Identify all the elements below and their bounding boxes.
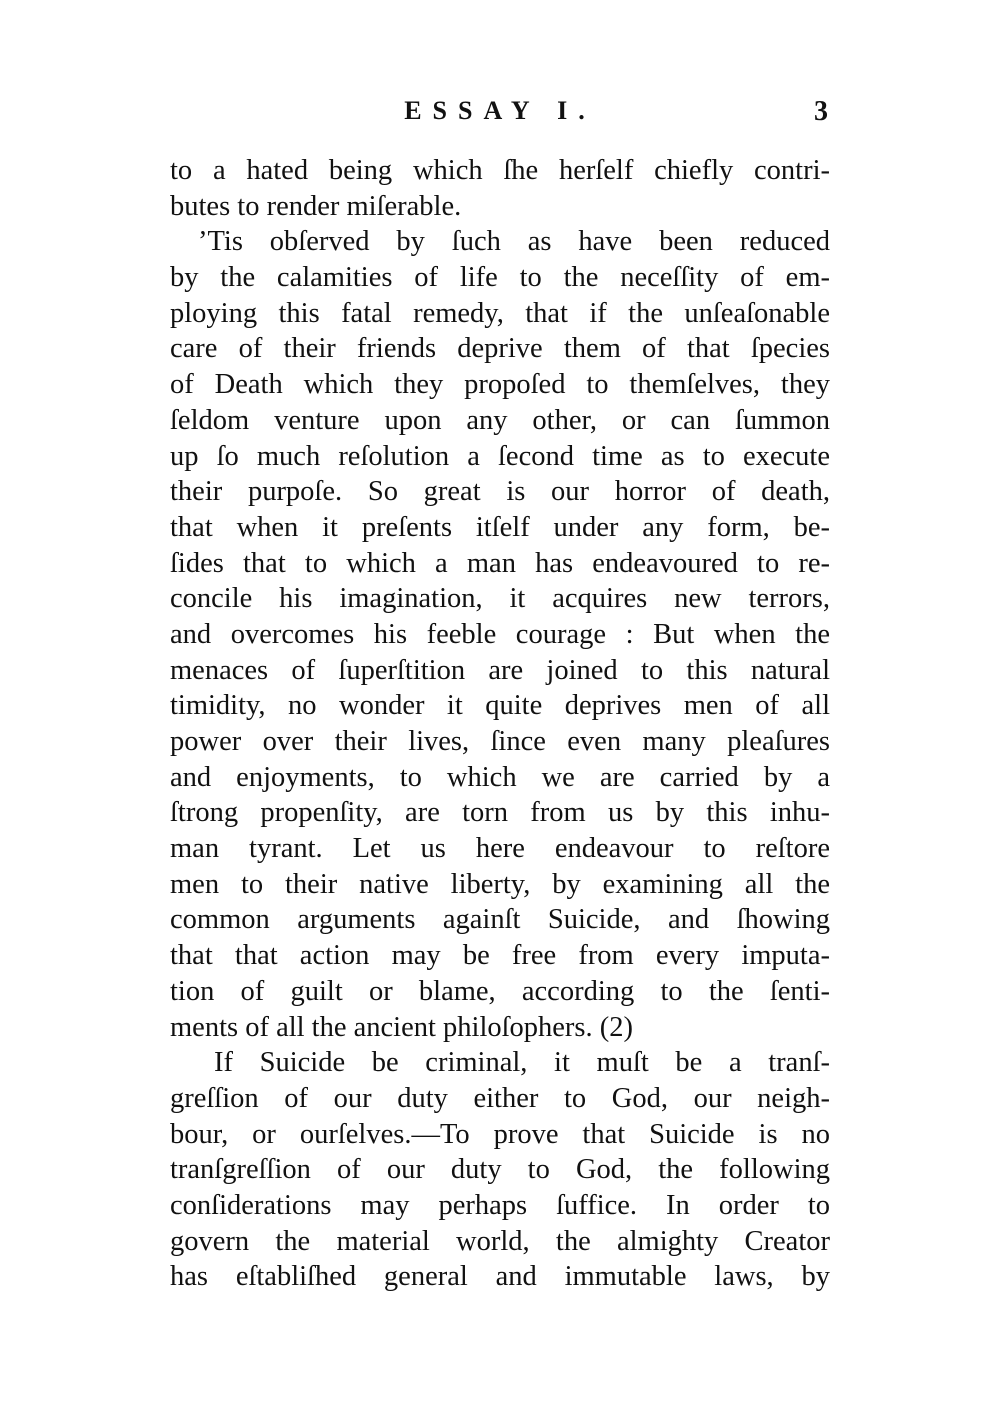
text-line: that when it preſents itſelf under any form, be- bbox=[170, 511, 830, 543]
text-line: up ſo much reſolution a ſecond time as to execute bbox=[170, 440, 830, 472]
text-line: govern the material world, the almighty Creator bbox=[170, 1225, 830, 1257]
text-line: If Suicide be criminal, it muſt be a tranſ- bbox=[214, 1047, 830, 1079]
text-line: to a hated being which ſhe herſelf chiefly contri- bbox=[170, 155, 830, 186]
text-line: care of their friends deprive them of that ſpecies bbox=[170, 333, 830, 365]
text-line: of Death which they propoſed to themſelves, they bbox=[170, 369, 830, 401]
text-line: ploying this fatal remedy, that if the unſeaſonable bbox=[170, 297, 830, 329]
page-number: 3 bbox=[814, 96, 828, 127]
text-line: butes to render miſerable. bbox=[170, 190, 462, 222]
text-line: by the calamities of life to the neceſſity of em- bbox=[170, 262, 830, 294]
text-line: and overcomes his feeble courage : But when the bbox=[170, 618, 830, 650]
text-line: ſides that to which a man has endeavoured to re- bbox=[170, 547, 830, 579]
text-line: and enjoyments, to which we are carried by a bbox=[170, 761, 830, 793]
text-line: ments of all the ancient philoſophers. (2) bbox=[170, 1011, 633, 1043]
text-line: timidity, no wonder it quite deprives men of all bbox=[170, 690, 830, 722]
text-line: ſtrong propenſity, are torn from us by this inhu- bbox=[170, 797, 830, 829]
text-line: ſeldom venture upon any other, or can ſummon bbox=[170, 404, 830, 436]
text-line: ’Tis obſerved by ſuch as have been reduced bbox=[198, 226, 830, 258]
text-line: that that action may be free from every imputa- bbox=[170, 940, 830, 972]
running-title: ESSAY I. bbox=[404, 96, 596, 125]
text-line: man tyrant. Let us here endeavour to reſtore bbox=[170, 833, 830, 865]
text-line: has eſtabliſhed general and immutable laws, by bbox=[170, 1261, 830, 1293]
text-line: bour, or ourſelves.—To prove that Suicide is no bbox=[170, 1118, 830, 1150]
text-line: conſiderations may perhaps ſuffice. In order to bbox=[170, 1189, 830, 1221]
text-line: their purpoſe. So great is our horror of death, bbox=[170, 476, 830, 508]
text-line: common arguments againſt Suicide, and ſhowing bbox=[170, 904, 830, 936]
page-header bbox=[170, 96, 830, 136]
text-line: men to their native liberty, by examining all the bbox=[170, 868, 830, 900]
body-text bbox=[170, 153, 830, 1295]
text-line: tranſgreſſion of our duty to God, the following bbox=[170, 1154, 830, 1186]
text-line: tion of guilt or blame, according to the ſenti- bbox=[170, 975, 830, 1007]
text-line: power over their lives, ſince even many pleaſures bbox=[170, 726, 830, 757]
text-line: menaces of ſuperſtition are joined to this natural bbox=[170, 654, 830, 686]
text-line: greſſion of our duty either to God, our neigh- bbox=[170, 1082, 830, 1114]
text-line: concile his imagination, it acquires new terrors, bbox=[170, 583, 830, 615]
